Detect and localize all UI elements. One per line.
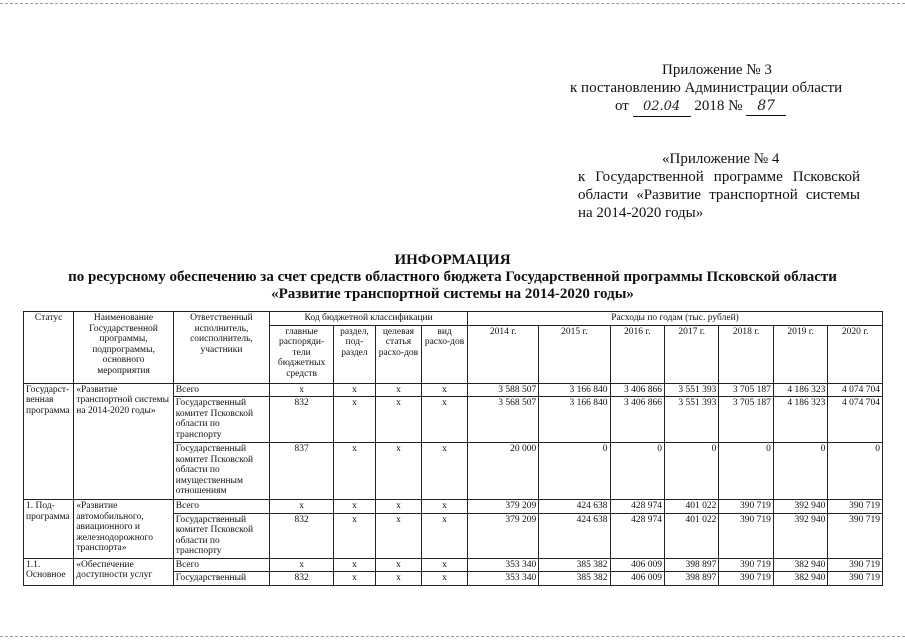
- handwritten-number: 87: [746, 97, 786, 116]
- appendix3-resolution: к постановлению Администрации области: [570, 80, 843, 96]
- row-value: 3 551 393: [664, 397, 718, 443]
- row-section: x: [334, 572, 376, 586]
- row-value: 0: [773, 443, 827, 500]
- appendix3-date-line: [570, 97, 860, 117]
- row-value: 3 551 393: [664, 383, 718, 397]
- row-section: x: [334, 513, 376, 558]
- row-target-article: x: [375, 513, 421, 558]
- header-year: 2016 г.: [610, 325, 664, 383]
- row-name: «Развитие транспортной системы на 2014-2020 годы»: [74, 383, 174, 500]
- title-heading: ИНФОРМАЦИЯ: [394, 252, 511, 268]
- table-row: [24, 500, 883, 514]
- row-expense-type: x: [421, 383, 467, 397]
- row-value: 390 719: [828, 572, 883, 586]
- row-status: 1. Под-программа: [24, 500, 74, 559]
- row-value: 424 638: [539, 513, 610, 558]
- row-value: 406 009: [610, 558, 664, 572]
- row-value: 385 382: [539, 558, 610, 572]
- appendix4-line2: к Государственной программе Псковской: [578, 169, 860, 185]
- row-value: 428 974: [610, 513, 664, 558]
- row-value: 390 719: [828, 500, 883, 514]
- row-value: 398 897: [664, 572, 718, 586]
- row-value: 3 705 187: [719, 383, 773, 397]
- header-section: раздел, под-раздел: [334, 325, 376, 383]
- row-value: 4 186 323: [773, 397, 827, 443]
- row-target-article: x: [375, 558, 421, 572]
- row-section: x: [334, 383, 376, 397]
- row-value: 379 209: [468, 513, 539, 558]
- appendix4-block: [578, 150, 860, 222]
- header-year: 2015 г.: [539, 325, 610, 383]
- row-value: 401 022: [664, 500, 718, 514]
- row-expense-type: x: [421, 513, 467, 558]
- row-value: 3 406 866: [610, 397, 664, 443]
- row-expense-type: x: [421, 500, 467, 514]
- row-value: 20 000: [468, 443, 539, 500]
- scan-edge-bottom: [0, 636, 905, 637]
- row-value: 406 009: [610, 572, 664, 586]
- row-value: 382 940: [773, 572, 827, 586]
- table-row: [24, 383, 883, 397]
- title-subtitle: по ресурсному обеспечению за счет средств областного бюджета Государственной программы Псковской области: [68, 269, 837, 285]
- row-value: 0: [539, 443, 610, 500]
- row-value: 379 209: [468, 500, 539, 514]
- header-responsible: Ответственный исполнитель, соисполнитель, участники: [173, 312, 269, 384]
- row-grbs: x: [270, 558, 334, 572]
- row-value: 390 719: [828, 513, 883, 558]
- row-value: 398 897: [664, 558, 718, 572]
- row-grbs: 832: [270, 513, 334, 558]
- row-responsible: Всего: [173, 383, 269, 397]
- row-value: 428 974: [610, 500, 664, 514]
- row-value: 3 568 507: [468, 397, 539, 443]
- header-expenses: Расходы по годам (тыс. рублей): [468, 312, 883, 326]
- table-row: [24, 558, 883, 572]
- row-grbs: 832: [270, 572, 334, 586]
- row-value: 392 940: [773, 513, 827, 558]
- header-year: 2019 г.: [773, 325, 827, 383]
- row-grbs: 832: [270, 397, 334, 443]
- row-value: 353 340: [468, 572, 539, 586]
- row-value: 4 074 704: [828, 397, 883, 443]
- row-value: 401 022: [664, 513, 718, 558]
- row-name: «Развитие автомобильного, авиационного и железнодорожного транспорта»: [74, 500, 174, 559]
- appendix4-title: «Приложение № 4: [662, 151, 780, 167]
- row-value: 3 705 187: [719, 397, 773, 443]
- row-value: 3 166 840: [539, 397, 610, 443]
- appendix4-line3: области «Развитие транспортной системы: [578, 187, 860, 203]
- row-value: 0: [719, 443, 773, 500]
- row-expense-type: x: [421, 572, 467, 586]
- row-status: 1.1. Основное: [24, 558, 74, 585]
- row-target-article: x: [375, 500, 421, 514]
- row-value: 0: [610, 443, 664, 500]
- row-value: 382 940: [773, 558, 827, 572]
- row-value: 390 719: [719, 500, 773, 514]
- row-section: x: [334, 443, 376, 500]
- row-responsible: Государственный комитет Псковской области по транспорту: [173, 513, 269, 558]
- row-value: 4 074 704: [828, 383, 883, 397]
- row-value: 3 588 507: [468, 383, 539, 397]
- row-value: 390 719: [719, 513, 773, 558]
- row-section: x: [334, 397, 376, 443]
- row-value: 392 940: [773, 500, 827, 514]
- row-value: 390 719: [828, 558, 883, 572]
- row-value: 390 719: [719, 572, 773, 586]
- row-responsible: Всего: [173, 558, 269, 572]
- row-section: x: [334, 558, 376, 572]
- header-expense-type: вид расхо-дов: [421, 325, 467, 383]
- row-grbs: 837: [270, 443, 334, 500]
- row-status: Государст-венная программа: [24, 383, 74, 500]
- row-value: 3 166 840: [539, 383, 610, 397]
- row-grbs: x: [270, 383, 334, 397]
- row-value: 3 406 866: [610, 383, 664, 397]
- row-value: 4 186 323: [773, 383, 827, 397]
- header-year: 2014 г.: [468, 325, 539, 383]
- header-name: Наименование Государственной программы, подпрограммы, основного мероприятия: [74, 312, 174, 384]
- row-responsible: Государственный комитет Псковской области по имущественным отношениям: [173, 443, 269, 500]
- row-expense-type: x: [421, 558, 467, 572]
- row-value: 385 382: [539, 572, 610, 586]
- appendix3-block: [570, 61, 860, 117]
- row-value: 424 638: [539, 500, 610, 514]
- header-year: 2020 г.: [828, 325, 883, 383]
- row-value: 353 340: [468, 558, 539, 572]
- table-header-row: [24, 312, 883, 326]
- from-label: от: [615, 98, 629, 114]
- row-target-article: x: [375, 443, 421, 500]
- row-target-article: x: [375, 572, 421, 586]
- row-grbs: x: [270, 500, 334, 514]
- header-target-article: целевая статья расхо-дов: [375, 325, 421, 383]
- row-responsible: Государственный: [173, 572, 269, 586]
- header-status: Статус: [24, 312, 74, 384]
- title-program: «Развитие транспортной системы на 2014-2020 годы»: [271, 286, 634, 302]
- row-expense-type: x: [421, 397, 467, 443]
- document-title: [40, 252, 865, 303]
- handwritten-date: 02.04: [633, 98, 691, 117]
- resource-table: [23, 311, 883, 586]
- row-value: 390 719: [719, 558, 773, 572]
- row-responsible: Всего: [173, 500, 269, 514]
- row-expense-type: x: [421, 443, 467, 500]
- header-grbs: главные распоряди-тели бюджетных средств: [270, 325, 334, 383]
- header-budget-code: Код бюджетной классификации: [270, 312, 468, 326]
- header-year: 2018 г.: [719, 325, 773, 383]
- header-year: 2017 г.: [664, 325, 718, 383]
- row-value: 0: [664, 443, 718, 500]
- appendix4-line4: на 2014-2020 годы»: [578, 205, 704, 221]
- row-section: x: [334, 500, 376, 514]
- appendix3-title: Приложение № 3: [662, 62, 772, 78]
- year-number-label: 2018 №: [694, 98, 743, 114]
- row-value: 0: [828, 443, 883, 500]
- row-target-article: x: [375, 383, 421, 397]
- row-name: «Обеспечение доступности услуг: [74, 558, 174, 585]
- row-target-article: x: [375, 397, 421, 443]
- scan-edge-top: [0, 3, 905, 4]
- row-responsible: Государственный комитет Псковской области по транспорту: [173, 397, 269, 443]
